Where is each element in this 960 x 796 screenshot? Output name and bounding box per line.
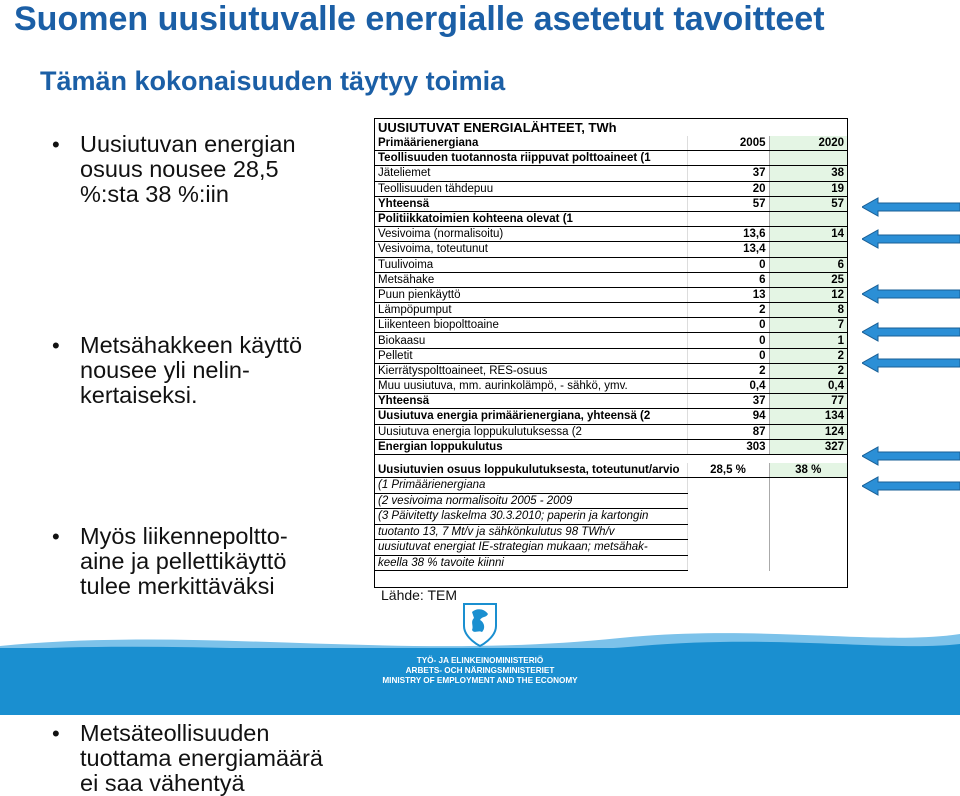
- value-2020: 77: [769, 394, 847, 409]
- value-2020: 327: [769, 439, 847, 454]
- row-label: Teollisuuden tähdepuu: [375, 181, 687, 196]
- table-row: [375, 409, 847, 424]
- value-2020: 38: [769, 166, 847, 181]
- table-row: [375, 257, 847, 272]
- value-2005: 0: [687, 318, 769, 333]
- note-text: keella 38 % tavoite kiinni: [375, 555, 687, 571]
- row-label: Yhteensä: [375, 196, 687, 211]
- value-2005: [687, 151, 769, 166]
- arrow-left-icon: [862, 446, 960, 466]
- table-row: [375, 166, 847, 181]
- value-2020: 6: [769, 257, 847, 272]
- row-label: Biokaasu: [375, 333, 687, 348]
- share-2020: 38 %: [769, 463, 847, 478]
- table-note: [375, 524, 847, 540]
- value-2005: 13,4: [687, 242, 769, 257]
- value-2020: 14: [769, 227, 847, 242]
- table-note: [375, 555, 847, 571]
- table-row: [375, 439, 847, 454]
- row-label: Pelletit: [375, 348, 687, 363]
- arrow-left-icon: [862, 476, 960, 496]
- value-2020: 25: [769, 272, 847, 287]
- row-label: Yhteensä: [375, 394, 687, 409]
- value-2005: 13,6: [687, 227, 769, 242]
- value-2020: 2: [769, 348, 847, 363]
- table-row: [375, 424, 847, 439]
- value-2005: 94: [687, 409, 769, 424]
- value-2005: 37: [687, 166, 769, 181]
- bullet-item: • Metsähakkeen käyttö nousee yli nelin- kertaiseksi.: [48, 333, 358, 408]
- value-2005: 57: [687, 196, 769, 211]
- row-label: Metsähake: [375, 272, 687, 287]
- value-2020: [769, 151, 847, 166]
- table-note: [375, 540, 847, 556]
- table-row: [375, 318, 847, 333]
- note-text: (1 Primäärienergiana: [375, 478, 687, 494]
- row-label: Politiikkatoimien kohteena olevat (1: [375, 211, 687, 226]
- table-row: [375, 136, 847, 151]
- value-2020: 8: [769, 303, 847, 318]
- arrow-left-icon: [862, 197, 960, 217]
- value-2020: 57: [769, 196, 847, 211]
- page-title: Suomen uusiutuvalle energialle asetetut tavoitteet: [14, 0, 825, 38]
- arrow-left-icon: [862, 353, 960, 373]
- row-label: Liikenteen biopolttoaine: [375, 318, 687, 333]
- value-2005: 0: [687, 333, 769, 348]
- value-2005: 20: [687, 181, 769, 196]
- table-row: [375, 272, 847, 287]
- note-text: (3 Päivitetty laskelma 30.3.2010; paperin ja kartongin: [375, 509, 687, 525]
- share-row: [375, 463, 847, 478]
- share-2005: 28,5 %: [687, 463, 769, 478]
- energy-table: [374, 118, 848, 588]
- table-row: [375, 287, 847, 302]
- value-2020: 12: [769, 287, 847, 302]
- table-title: UUSIUTUVAT ENERGIALÄHTEET, TWh: [378, 119, 617, 135]
- table-row: [375, 333, 847, 348]
- row-label: Puun pienkäyttö: [375, 287, 687, 302]
- table-row: [375, 211, 847, 226]
- page-subtitle: Tämän kokonaisuuden täytyy toimia: [40, 66, 506, 96]
- table-row: [375, 227, 847, 242]
- table-row: [375, 363, 847, 378]
- row-label: Teollisuuden tuotannosta riippuvat polttoaineet (1: [375, 151, 687, 166]
- table-header: [375, 119, 847, 136]
- row-label: Vesivoima, toteutunut: [375, 242, 687, 257]
- arrow-left-icon: [862, 322, 960, 342]
- note-text: tuotanto 13, 7 Mt/v ja sähkönkulutus 98 TWh/v: [375, 524, 687, 540]
- value-2020: [769, 211, 847, 226]
- table-row: [375, 242, 847, 257]
- value-2005: 87: [687, 424, 769, 439]
- lion-crest-logo: [460, 600, 500, 648]
- row-label: Primäärienergiana: [375, 136, 687, 151]
- value-2005: 0: [687, 257, 769, 272]
- table-row: [375, 303, 847, 318]
- value-2020: 124: [769, 424, 847, 439]
- value-2005: 2005: [687, 136, 769, 151]
- value-2020: 19: [769, 181, 847, 196]
- value-2005: 6: [687, 272, 769, 287]
- arrow-left-icon: [862, 284, 960, 304]
- row-label: Muu uusiutuva, mm. aurinkolämpö, - sähkö, ymv.: [375, 379, 687, 394]
- value-2020: 134: [769, 409, 847, 424]
- source-label: Lähde: TEM: [381, 587, 458, 603]
- ministry-name-fi: TYÖ- JA ELINKEINOMINISTERIÖ: [416, 656, 544, 665]
- value-2005: [687, 211, 769, 226]
- value-2020: [769, 242, 847, 257]
- row-label: Uusiutuva energia primäärienergiana, yhteensä (2: [375, 409, 687, 424]
- table-row: [375, 394, 847, 409]
- value-2020: 7: [769, 318, 847, 333]
- note-text: uusiutuvat energiat IE-strategian mukaan; metsähak-: [375, 540, 687, 556]
- table-note: [375, 478, 847, 494]
- row-label: Vesivoima (normalisoitu): [375, 227, 687, 242]
- row-label: Uusiutuva energia loppukulutuksessa (2: [375, 424, 687, 439]
- table-row: [375, 151, 847, 166]
- row-label: Energian loppukulutus: [375, 439, 687, 454]
- value-2005: 303: [687, 439, 769, 454]
- row-label: Uusiutuvien osuus loppukulutuksesta, toteutunut/arvio: [375, 463, 687, 478]
- value-2005: 2: [687, 363, 769, 378]
- value-2005: 2: [687, 303, 769, 318]
- arrow-left-icon: [862, 229, 960, 249]
- table-row: [375, 379, 847, 394]
- value-2020: 2: [769, 363, 847, 378]
- table-note: [375, 509, 847, 525]
- value-2020: 0,4: [769, 379, 847, 394]
- row-label: Kierrätyspolttoaineet, RES-osuus: [375, 363, 687, 378]
- bullet-item: • Myös liikennepoltto- aine ja pellettikäyttö tulee merkittäväksi: [48, 524, 358, 599]
- row-label: Tuulivoima: [375, 257, 687, 272]
- table-row: [375, 348, 847, 363]
- ministry-name: [375, 656, 585, 686]
- ministry-name-sv: ARBETS- OCH NÄRINGSMINISTERIET: [405, 666, 555, 675]
- ministry-name-en: MINISTRY OF EMPLOYMENT AND THE ECONOMY: [382, 676, 578, 685]
- row-label: Lämpöpumput: [375, 303, 687, 318]
- value-2005: 13: [687, 287, 769, 302]
- value-2020: 2020: [769, 136, 847, 151]
- bullet-item: • Uusiutuvan energian osuus nousee 28,5 %:sta 38 %:iin: [48, 132, 358, 207]
- table-row: [375, 196, 847, 211]
- table-gap: [375, 454, 847, 463]
- note-text: (2 vesivoima normalisoitu 2005 - 2009: [375, 493, 687, 509]
- row-label: Jäteliemet: [375, 166, 687, 181]
- value-2005: 0,4: [687, 379, 769, 394]
- table-note: [375, 493, 847, 509]
- bullet-list: [48, 131, 358, 796]
- value-2020: 1: [769, 333, 847, 348]
- value-2005: 0: [687, 348, 769, 363]
- value-2005: 37: [687, 394, 769, 409]
- table-row: [375, 181, 847, 196]
- energy-table-grid: [375, 119, 847, 571]
- bullet-item: • Metsäteollisuuden tuottama energiamäärä ei saa vähentyä: [48, 721, 358, 796]
